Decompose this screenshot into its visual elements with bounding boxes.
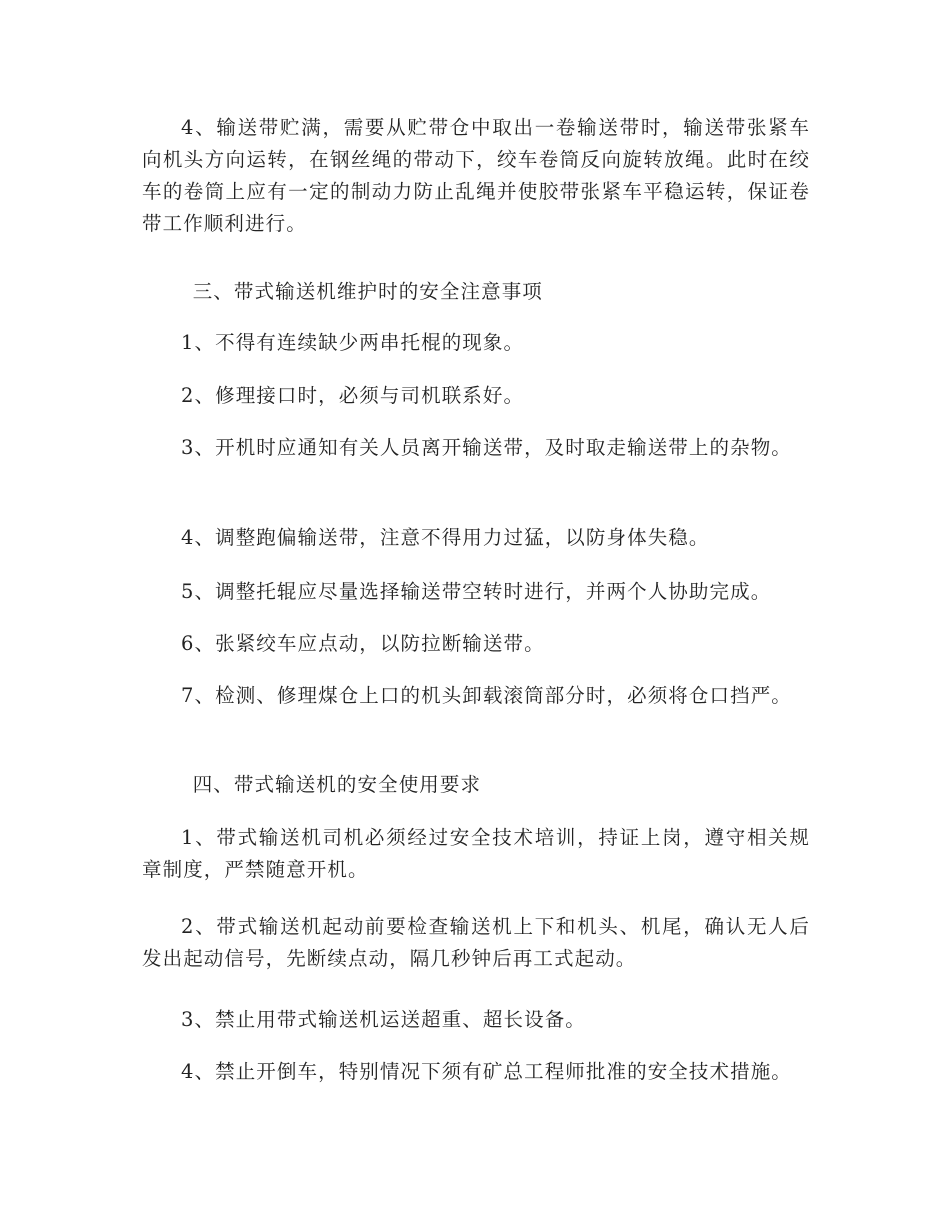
maintenance-item-6: 6、张紧绞车应点动，以防拉断输送带。 — [181, 632, 545, 655]
paragraph-belt-storage-step-4: 4、输送带贮满，需要从贮带仓中取出一卷输送带时，输送带张紧车向机头方向运转，在钢丝绳的带动下，绞车卷筒反向旋转放绳。此时在绞车的卷筒上应有一定的制动力防止乱绳并使胶带张紧车平稳运转，保证卷带工作顺利进行。 — [142, 116, 810, 235]
maintenance-item-1: 1、不得有连续缺少两串托棍的现象。 — [181, 331, 525, 354]
maintenance-item-2: 2、修理接口时，必须与司机联系好。 — [181, 384, 525, 407]
usage-item-3: 3、禁止用带式输送机运送超重、超长设备。 — [181, 1008, 586, 1031]
maintenance-item-4: 4、调整跑偏输送带，注意不得用力过猛，以防身体失稳。 — [181, 526, 710, 549]
maintenance-item-3: 3、开机时应通知有关人员离开输送带，及时取走输送带上的杂物。 — [181, 436, 792, 459]
usage-item-4: 4、禁止开倒车，特别情况下须有矿总工程师批准的安全技术措施。 — [181, 1060, 792, 1083]
section-heading-usage-requirements: 四、带式输送机的安全使用要求 — [192, 773, 482, 796]
maintenance-item-5: 5、调整托辊应尽量选择输送带空转时进行，并两个人协助完成。 — [181, 580, 772, 603]
usage-item-2: 2、带式输送机起动前要检查输送机上下和机头、机尾，确认无人后发出起动信号，先断续点动，隔几秒钟后再工式起动。 — [142, 915, 810, 970]
section-heading-maintenance-safety: 三、带式输送机维护时的安全注意事项 — [192, 280, 543, 303]
usage-item-1: 1、带式输送机司机必须经过安全技术培训，持证上岗，遵守相关规章制度，严禁随意开机。 — [142, 826, 810, 881]
maintenance-item-7: 7、检测、修理煤仓上口的机头卸载滚筒部分时，必须将仓口挡严。 — [181, 684, 792, 707]
